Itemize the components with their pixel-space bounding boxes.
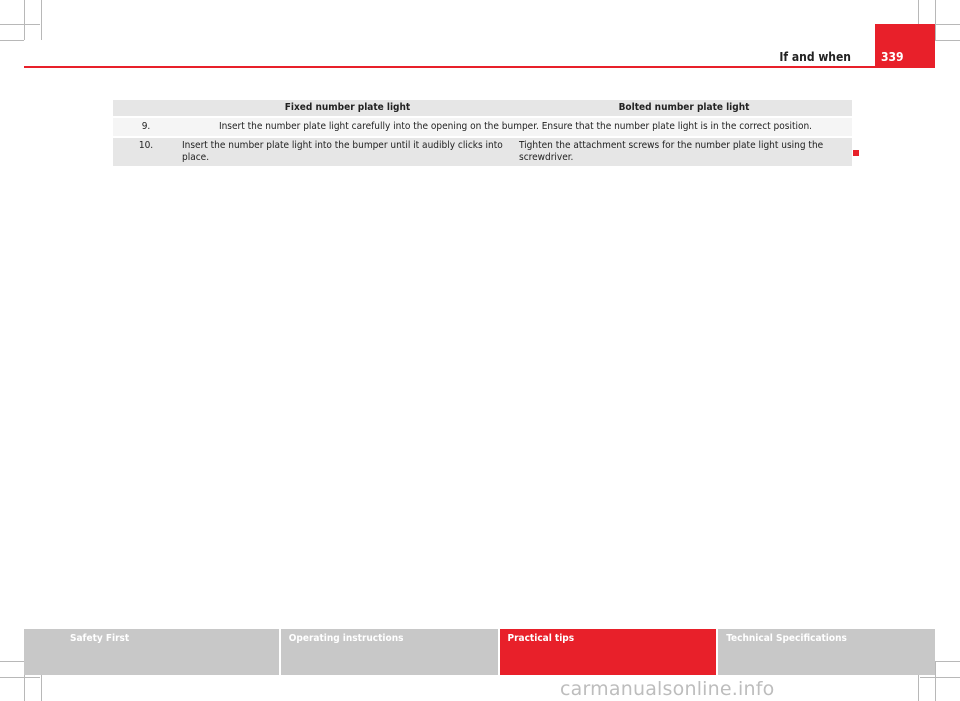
crop-mark <box>0 677 40 678</box>
nav-tab-technical-specifications[interactable]: Technical Specifications <box>718 629 935 675</box>
step-text-bolted: Tighten the attachment screws for the number plate light using the screwdriver. <box>516 138 852 166</box>
crop-mark <box>935 661 960 662</box>
watermark: carmanualsonline.info <box>560 678 775 700</box>
crop-mark <box>920 677 960 678</box>
crop-mark <box>935 0 936 40</box>
crop-mark <box>0 661 24 662</box>
step-number: 9. <box>113 118 179 136</box>
header-rule <box>24 66 935 68</box>
step-number: 10. <box>113 138 179 166</box>
column-header-fixed: Fixed number plate light <box>179 100 516 116</box>
crop-mark <box>0 24 40 25</box>
step-text-fixed: Insert the number plate light into the bumper until it audibly clicks into place. <box>179 138 516 166</box>
section-end-marker <box>853 150 859 156</box>
nav-tab-operating-instructions[interactable]: Operating instructions <box>281 629 498 675</box>
bottom-navigation <box>24 629 935 675</box>
nav-tab-practical-tips[interactable]: Practical tips <box>500 629 717 675</box>
crop-mark <box>935 661 936 701</box>
column-header-step <box>113 100 179 116</box>
crop-mark <box>935 40 960 41</box>
section-title: If and when <box>779 50 851 64</box>
crop-mark <box>0 40 24 41</box>
table-header-row <box>113 100 852 116</box>
page-number: 339 <box>881 50 904 64</box>
column-header-bolted: Bolted number plate light <box>516 100 852 116</box>
step-text-merged: Insert the number plate light carefully into the opening on the bumper. Ensure that the number plate light is in the correct position. <box>179 118 852 136</box>
nav-tab-safety-first[interactable]: Safety First <box>24 629 279 675</box>
crop-mark <box>41 0 42 40</box>
table-row <box>113 118 852 136</box>
instruction-table <box>113 100 852 166</box>
crop-mark <box>24 0 25 40</box>
table-row <box>113 138 852 166</box>
